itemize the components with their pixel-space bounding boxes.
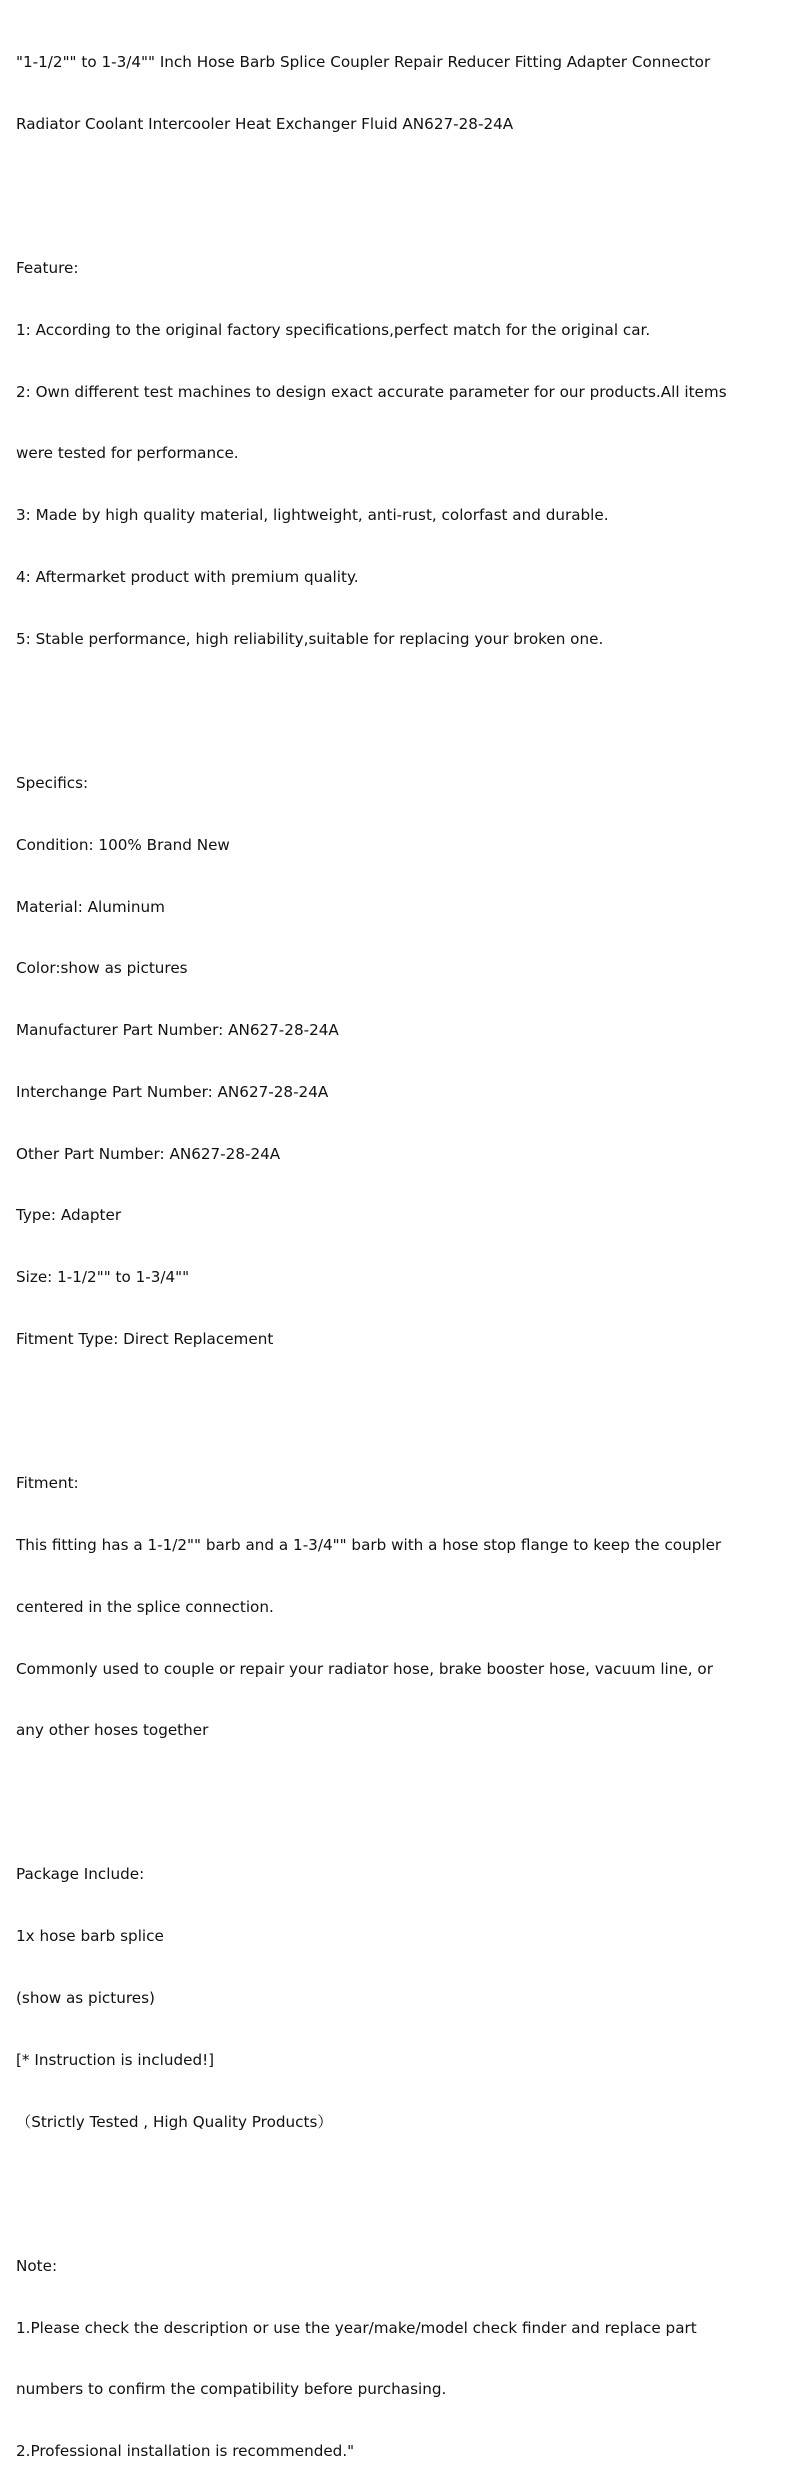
- specifics-heading: Specifics:: [16, 773, 89, 792]
- note-heading: Note:: [16, 2256, 58, 2275]
- note-item: 1.Please check the description or use the year/make/model check finder and replace part: [16, 2318, 697, 2337]
- specifics-item: Material: Aluminum: [16, 897, 165, 916]
- specifics-item: Size: 1-1/2"" to 1-3/4"": [16, 1268, 190, 1287]
- spacer: [16, 1391, 796, 1412]
- feature-item: 5: Stable performance, high reliability,suitable for replacing your broken one.: [16, 629, 604, 648]
- fitment-item: any other hoses together: [16, 1721, 209, 1740]
- note-item: 2.Professional installation is recommended.": [16, 2442, 355, 2461]
- specifics-item: Interchange Part Number: AN627-28-24A: [16, 1082, 329, 1101]
- specifics-item: Type: Adapter: [16, 1206, 122, 1225]
- package-item: （Strictly Tested , High Quality Products）: [16, 2112, 333, 2131]
- specifics-item: Other Part Number: AN627-28-24A: [16, 1144, 281, 1163]
- feature-item: 2: Own different test machines to design exact accurate parameter for our products.All items: [16, 382, 727, 401]
- fitment-heading: Fitment:: [16, 1474, 79, 1493]
- package-item: (show as pictures): [16, 1989, 155, 2007]
- title-line-1: "1-1/2"" to 1-3/4"" Inch Hose Barb Splice Coupler Repair Reducer Fitting Adapter Connector: [16, 53, 711, 72]
- product-description: [16, 11, 796, 2482]
- specifics-item: Fitment Type: Direct Replacement: [16, 1330, 274, 1348]
- title-line-2: Radiator Coolant Intercooler Heat Exchanger Fluid AN627-28-24A: [16, 114, 514, 133]
- spacer: [16, 1782, 796, 1803]
- feature-item: 4: Aftermarket product with premium quality.: [16, 568, 359, 587]
- feature-heading: Feature:: [16, 259, 79, 278]
- specifics-item: Color:show as pictures: [16, 959, 188, 978]
- fitment-item: Commonly used to couple or repair your radiator hose, brake booster hose, vacuum line, or: [16, 1659, 713, 1678]
- package-item: [* Instruction is included!]: [16, 2050, 215, 2069]
- package-item: 1x hose barb splice: [16, 1927, 164, 1946]
- feature-item: 1: According to the original factory specifications,perfect match for the original car.: [16, 320, 651, 339]
- note-item: numbers to confirm the compatibility before purchasing.: [16, 2380, 447, 2399]
- package-heading: Package Include:: [16, 1865, 145, 1884]
- feature-item: 3: Made by high quality material, lightweight, anti-rust, colorfast and durable.: [16, 506, 609, 525]
- specifics-item: Condition: 100% Brand New: [16, 835, 230, 854]
- spacer: [16, 691, 796, 712]
- fitment-item: centered in the splice connection.: [16, 1597, 274, 1616]
- feature-item: were tested for performance.: [16, 444, 239, 463]
- spacer: [16, 2173, 796, 2194]
- fitment-item: This fitting has a 1-1/2"" barb and a 1-3/4"" barb with a hose stop flange to keep the coupler: [16, 1535, 722, 1554]
- specifics-item: Manufacturer Part Number: AN627-28-24A: [16, 1021, 339, 1040]
- spacer: [16, 176, 796, 197]
